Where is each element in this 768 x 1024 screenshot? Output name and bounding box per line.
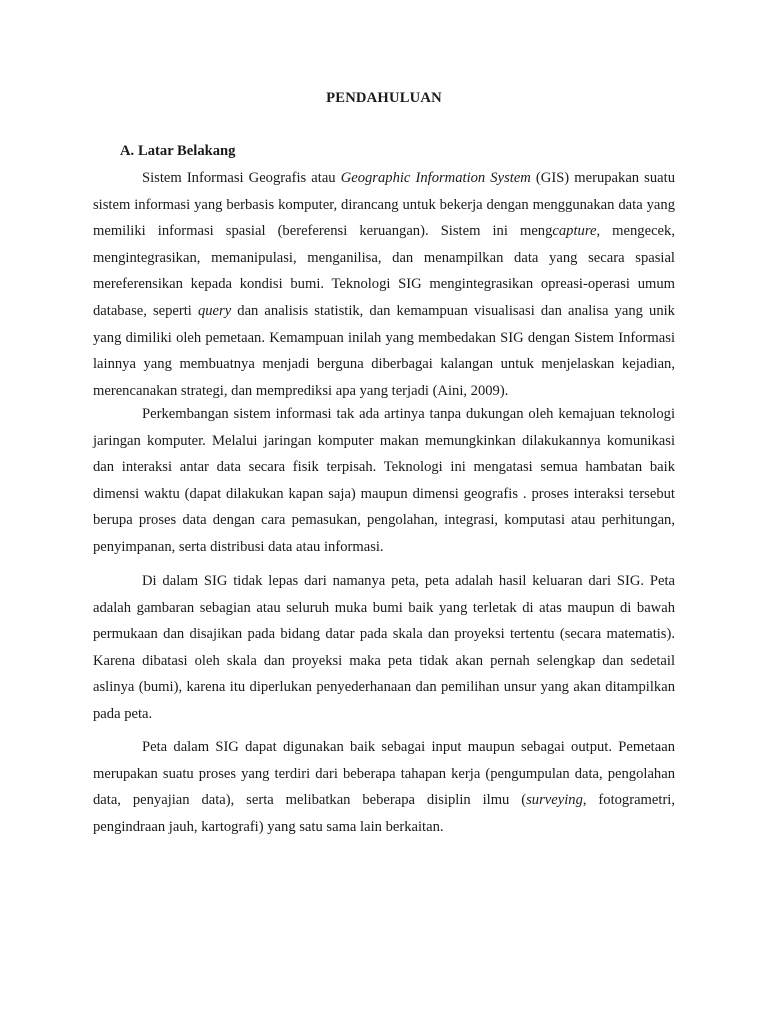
paragraph-text-segment: dan analisis statistik, dan kemampuan visualisasi dan analisa yang unik yang dimiliki oleh pemetaan. Kemampuan inilah yang membedakan SIG dengan Sistem Informasi lainnya yang membuatnya menjadi berguna diberbagai kalangan untuk menjelaskan kejadian, merencanakan strategi, dan memprediksi apa yang terjadi (Aini, 2009). [93, 302, 675, 399]
paragraph-text-segment: Geographic Information System [340, 170, 531, 186]
section-heading [120, 143, 235, 160]
paragraph-text-segment: Di dalam SIG tidak lepas dari namanya peta, peta adalah hasil keluaran dari SIG. Peta adalah gambaran sebagian atau seluruh muka bumi baik yang terletak di atas maupun di bawah permukaan dan disajikan pada bidang datar pada skala dan proyeksi tertentu (secara matematis). Karena dibatasi oleh skala dan proyeksi maka peta tidak akan pernah selengkap dan sedetail aslinya (bumi), karena itu diperlukan penyederhanaan dan pemilihan unsur yang akan ditampilkan pada peta. [93, 573, 675, 722]
paragraph-text-segment: Perkembangan sistem informasi tak ada artinya tanpa dukungan oleh kemajuan teknologi jaringan komputer. Melalui jaringan komputer makan memungkinkan dilakukannya komunikasi dan interaksi antar data secara fisik terpisah. Teknologi ini mengatasi semua hambatan baik dimensi waktu (dapat dilakukan kapan saja) maupun dimensi geografis . proses interaksi tersebut berupa proses data dengan cara pemasukan, pengolahan, integrasi, komputasi atau perhitungan, penyimpanan, serta distribusi data atau informasi. [93, 406, 675, 555]
paragraph-text-segment: capture [552, 223, 597, 240]
section-number: A. [120, 143, 135, 159]
paragraph [93, 401, 675, 561]
paragraph-text-segment: Sistem Informasi Geografis atau [142, 170, 341, 186]
paragraph-text-segment: (GIS) merupakan suatu sistem informasi yang berbasis komputer, dirancang untuk bekerja dengan menggunakan data yang memiliki informasi spasial (bereferensi keruangan). Sistem ini meng [93, 170, 675, 240]
paragraph-text-segment: surveying [526, 792, 583, 809]
paragraph-text-segment: , mengecek, mengintegrasikan, memanipulasi, menganilisa, dan menampilkan data yang secara spasial mereferensikan kepada kondisi bumi. Teknologi SIG mengintegrasikan opreasi-operasi umum database, seperti [93, 223, 675, 319]
paragraph-text-segment: , fotogrametri, pengindraan jauh, kartografi) yang satu sama lain berkaitan. [93, 792, 676, 835]
paragraph-text-segment: Peta dalam SIG dapat digunakan baik sebagai input maupun sebagai output. Pemetaan merupakan suatu proses yang terdiri dari beberapa tahapan kerja (pengumpulan data, pengolahan data, penyajian data), serta melibatkan beberapa disiplin ilmu ( [93, 739, 675, 809]
paragraph-text-segment: query [197, 302, 232, 319]
paragraph [93, 568, 675, 728]
section-title: Latar Belakang [138, 143, 236, 159]
page-title: PENDAHULUAN [326, 90, 442, 106]
paragraph [93, 734, 675, 840]
paragraph [93, 165, 675, 404]
